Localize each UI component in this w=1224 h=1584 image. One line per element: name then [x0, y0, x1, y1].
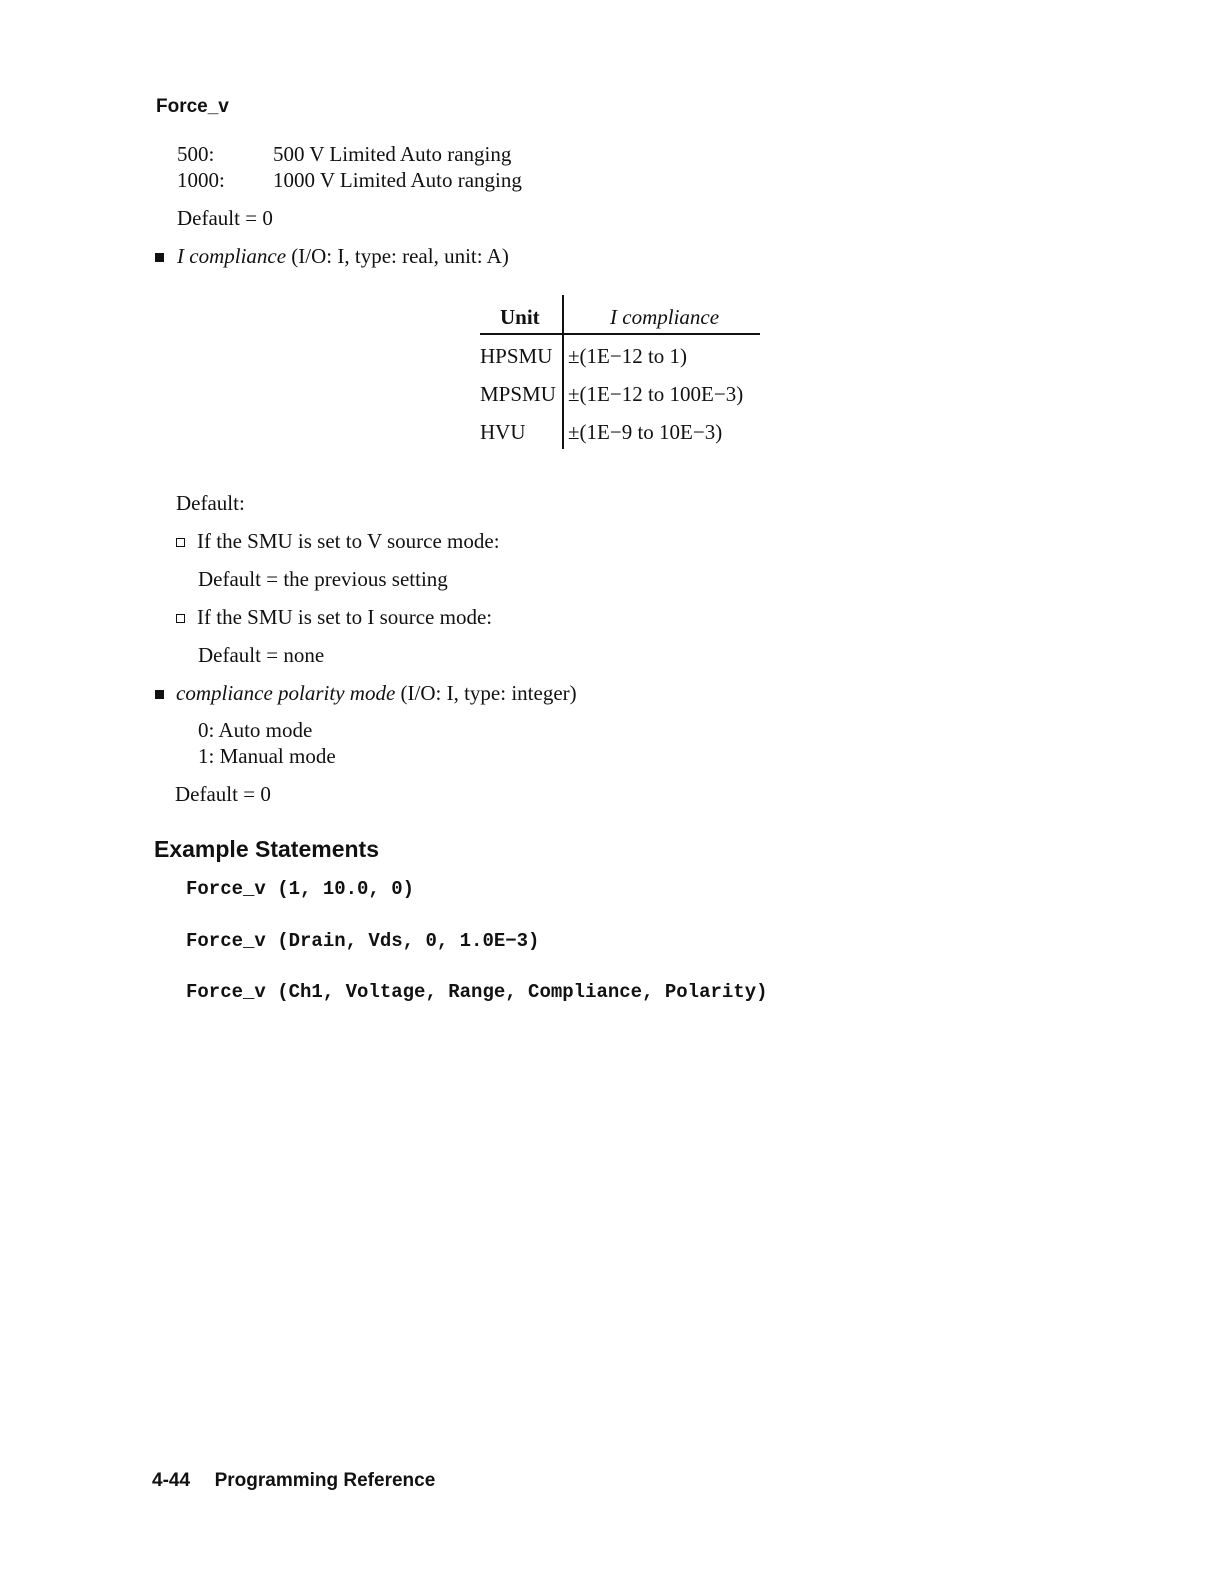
range-value-1000: 1000 V Limited Auto ranging: [273, 168, 522, 192]
table-header-unit: Unit: [500, 305, 540, 329]
table-cell-compliance: ±(1E−12 to 1): [568, 344, 688, 368]
running-header: Force_v: [156, 96, 229, 117]
range-value-500: 500 V Limited Auto ranging: [273, 142, 512, 166]
i-compliance-heading: [177, 244, 509, 269]
condition-i-source: If the SMU is set to I source mode:: [197, 605, 493, 629]
range-key-1000: 1000:: [177, 168, 225, 192]
compliance-table: [480, 295, 762, 449]
checkbox-square-icon: [176, 614, 185, 623]
page-footer: [152, 1470, 435, 1492]
default-i-source: Default = none: [198, 643, 325, 667]
compliance-default-label: Default:: [176, 491, 245, 515]
polarity-name: compliance polarity mode: [176, 681, 396, 705]
example-line: Force_v (Ch1, Voltage, Range, Compliance, Polarity): [186, 981, 768, 1003]
default-v-source: Default = the previous setting: [198, 567, 448, 591]
checkbox-square-icon: [176, 538, 185, 547]
polarity-desc: (I/O: I, type: integer): [400, 681, 577, 705]
bullet-icon: [155, 690, 164, 699]
table-cell-unit: HPSMU: [480, 344, 553, 368]
page-number: 4-44: [152, 1470, 191, 1491]
condition-v-source: If the SMU is set to V source mode:: [197, 529, 500, 553]
range-default: Default = 0: [177, 206, 273, 230]
example-line: Force_v (1, 10.0, 0): [186, 878, 415, 900]
table-header-rule: [480, 333, 760, 335]
i-compliance-name: I compliance: [177, 244, 287, 268]
table-header-compliance: I compliance: [610, 305, 720, 329]
table-cell-unit: HVU: [480, 420, 526, 444]
example-line: Force_v (Drain, Vds, 0, 1.0E−3): [186, 930, 540, 952]
table-cell-compliance: ±(1E−9 to 10E−3): [568, 420, 723, 444]
table-vertical-rule: [562, 295, 564, 449]
polarity-default: Default = 0: [175, 782, 271, 806]
table-cell-compliance: ±(1E−12 to 100E−3): [568, 382, 744, 406]
footer-section: Programming Reference: [214, 1470, 436, 1491]
section-title: Example Statements: [154, 836, 379, 862]
i-compliance-desc: (I/O: I, type: real, unit: A): [291, 244, 509, 268]
table-cell-unit: MPSMU: [480, 382, 556, 406]
polarity-option-auto: 0: Auto mode: [198, 718, 313, 742]
range-key-500: 500:: [177, 142, 215, 166]
polarity-heading: [176, 681, 577, 706]
polarity-option-manual: 1: Manual mode: [198, 744, 336, 768]
bullet-icon: [155, 253, 164, 262]
